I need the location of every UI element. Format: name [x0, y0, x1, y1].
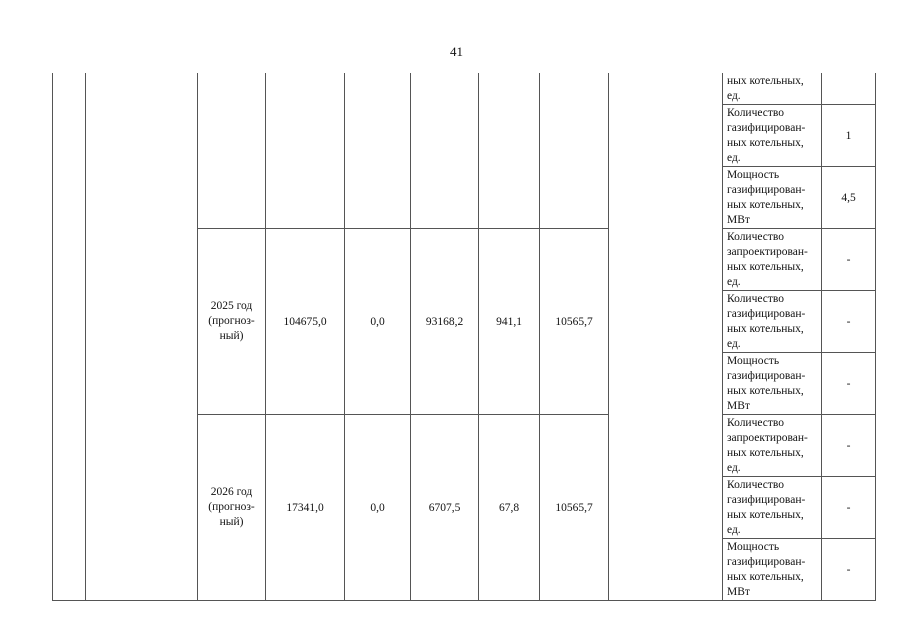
- federal-cell: 0,0: [345, 415, 411, 601]
- year-cell: [198, 73, 266, 229]
- total-cell: 104675,0: [266, 229, 345, 415]
- indicator-value-cell: 4,5: [822, 167, 876, 229]
- program-table: [52, 73, 876, 601]
- federal-cell: 0,0: [345, 229, 411, 415]
- local-cell: [479, 73, 540, 229]
- local-cell: 67,8: [479, 415, 540, 601]
- page-number: 41: [450, 44, 463, 59]
- indicator-value-cell: 1: [822, 105, 876, 167]
- indicator-value-cell: -: [822, 477, 876, 539]
- indicator-name-cell: Количество газифицирован- ных котельных, ед.: [723, 477, 822, 539]
- total-cell: [266, 73, 345, 229]
- indicator-value-cell: -: [822, 415, 876, 477]
- indicator-value-cell: -: [822, 539, 876, 601]
- event-name-cell: [86, 73, 198, 601]
- regional-cell: 93168,2: [411, 229, 479, 415]
- indicator-name-cell: Количество газифицирован- ных котельных, ед.: [723, 105, 822, 167]
- other-cell: [540, 73, 609, 229]
- indicator-value-cell: -: [822, 353, 876, 415]
- indicator-name-cell: Мощность газифицирован- ных котельных, МВт: [723, 167, 822, 229]
- year-cell: 2025 год (прогноз- ный): [198, 229, 266, 415]
- indicator-name-cell: Количество запроектирован- ных котельных, ед.: [723, 415, 822, 477]
- other-cell: 10565,7: [540, 415, 609, 601]
- indicator-name-cell: Количество запроектирован- ных котельных, ед.: [723, 229, 822, 291]
- indicator-name-cell: ных котельных, ед.: [723, 73, 822, 105]
- year-cell: 2026 год (прогноз- ный): [198, 415, 266, 601]
- indicator-name-cell: Мощность газифицирован- ных котельных, МВт: [723, 353, 822, 415]
- total-cell: 17341,0: [266, 415, 345, 601]
- indicator-value-cell: -: [822, 229, 876, 291]
- federal-cell: [345, 73, 411, 229]
- indicator-name-cell: Мощность газифицирован- ных котельных, МВт: [723, 539, 822, 601]
- regional-cell: 6707,5: [411, 415, 479, 601]
- number-cell: [53, 73, 86, 601]
- indicator-value-cell: [822, 73, 876, 105]
- local-cell: 941,1: [479, 229, 540, 415]
- table-row: [53, 73, 876, 105]
- indicator-value-cell: -: [822, 291, 876, 353]
- other-cell: 10565,7: [540, 229, 609, 415]
- indicator-name-cell: Количество газифицирован- ных котельных, ед.: [723, 291, 822, 353]
- regional-cell: [411, 73, 479, 229]
- responsible-cell: [609, 73, 723, 601]
